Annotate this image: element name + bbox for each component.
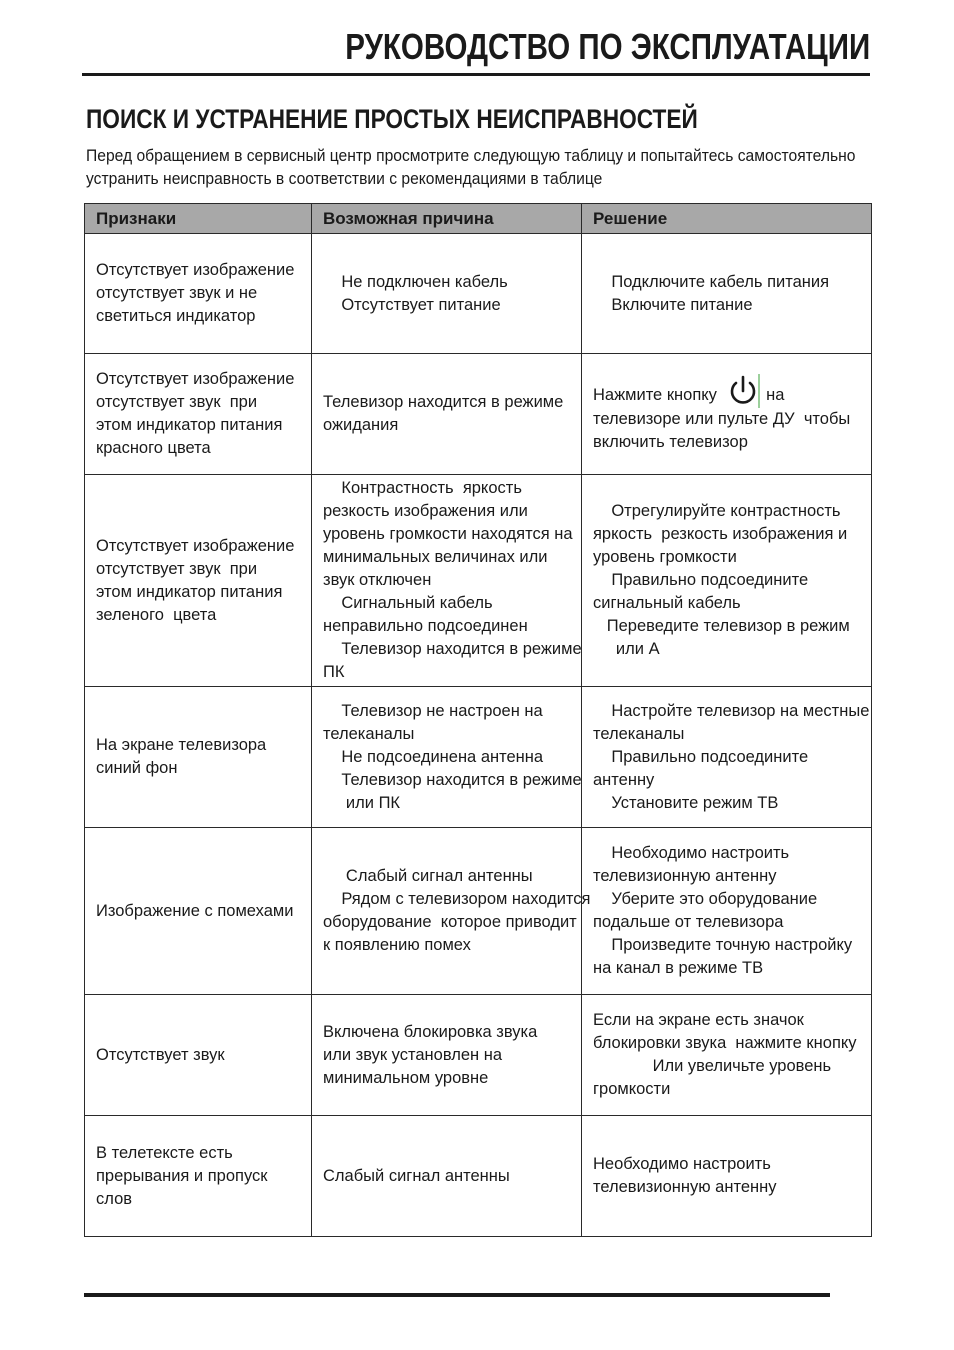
symptom-cell	[85, 1116, 312, 1237]
solution-cell	[582, 354, 872, 475]
section-title: ПОИСК И УСТРАНЕНИЕ ПРОСТЫХ НЕИСПРАВНОСТЕЙ	[86, 104, 698, 134]
cell-line: отсутствует звук при	[96, 393, 258, 411]
cell-line: Не подключен кабель	[323, 272, 508, 291]
cell-line: Или увеличьте уровень	[593, 1057, 832, 1075]
table-row	[85, 828, 872, 995]
power-icon	[726, 374, 760, 408]
column-header-solution: Решение	[582, 204, 872, 234]
cell-line: отсутствует звук и не	[96, 284, 258, 302]
solution-cell	[582, 687, 872, 828]
cell-line: на канал в режиме ТВ	[593, 959, 764, 977]
cell-line: ПК	[323, 663, 345, 681]
cell-line: Слабый сигнал антенны	[323, 867, 533, 885]
cell-line: телевизионную антенну	[593, 1178, 777, 1196]
cell-line: Если на экране есть значок	[593, 1011, 804, 1029]
cell-line: Произведите точную настройку	[593, 936, 853, 954]
cell-line: к появлению помех	[323, 936, 471, 954]
cause-cell	[312, 687, 582, 828]
cell-line: Не подсоединена антенна	[323, 747, 544, 766]
cell-line: светиться индикатор	[96, 307, 256, 325]
cell-line: прерывания и пропуск	[96, 1166, 268, 1185]
solution-cell	[582, 234, 872, 354]
solution-cell	[582, 1116, 872, 1237]
solution-text: Нажмите кнопку	[593, 386, 717, 404]
symptom-cell	[85, 828, 312, 995]
table-header-row	[85, 204, 872, 234]
cell-line: громкости	[593, 1080, 671, 1098]
cause-cell	[312, 1116, 582, 1237]
cell-line: Отсутствует изображение	[96, 261, 295, 279]
cell-line: Телевизор находится в режиме	[323, 640, 582, 658]
cell-line: Включена блокировка звука	[323, 1022, 538, 1041]
cell-line: этом индикатор питания	[96, 416, 283, 434]
cell-line: зеленого цвета	[96, 605, 217, 624]
cell-line: или ПК	[323, 793, 401, 812]
cause-cell	[312, 475, 582, 687]
cell-line: телевизионную антенну	[593, 867, 777, 885]
table-row	[85, 354, 872, 475]
column-header-cause: Возможная причина	[312, 204, 582, 234]
intro-line: устранить неисправность в соответствии с рекомендациями в таблице	[86, 169, 603, 188]
cell-line: сигнальный кабель	[593, 594, 741, 612]
cell-line: уровень громкости находятся на	[323, 525, 573, 543]
cell-line: или звук установлен на	[323, 1045, 502, 1064]
cell-line: Подключите кабель питания	[593, 272, 830, 291]
solution-cell	[582, 828, 872, 995]
table-row	[85, 475, 872, 687]
cell-line: Правильно подсоедините	[593, 747, 809, 766]
cell-line: Телевизор находится в режиме	[323, 393, 564, 411]
column-header-symptom: Признаки	[85, 204, 312, 234]
cell-line: На экране телевизора	[96, 736, 267, 754]
cell-line: минимальных величинах или	[323, 548, 548, 566]
cell-line: или А	[593, 640, 660, 658]
cell-line: яркость резкость изображения и	[593, 525, 848, 543]
symptom-cell	[85, 234, 312, 354]
cell-line: Телевизор не настроен на	[323, 701, 543, 720]
cell-line: Отсутствует изображение	[96, 536, 295, 555]
cell-line: Отсутствует изображение	[96, 370, 295, 388]
cell-line: Уберите это оборудование	[593, 890, 818, 908]
cause-cell	[312, 995, 582, 1116]
symptom-cell	[85, 354, 312, 475]
solution-cell	[582, 475, 872, 687]
troubleshooting-table	[84, 203, 872, 1237]
cell-line: В телетексте есть	[96, 1143, 233, 1162]
cell-line: Отсутствует звук	[96, 1045, 225, 1064]
cell-line: телеканалы	[323, 724, 415, 743]
cause-cell	[312, 234, 582, 354]
solution-text: на	[766, 386, 785, 404]
footer-divider	[84, 1293, 830, 1297]
symptom-cell	[85, 475, 312, 687]
cell-line: Правильно подсоедините	[593, 571, 809, 589]
cell-line: красного цвета	[96, 439, 211, 457]
cell-line: антенну	[593, 770, 655, 789]
intro-text	[86, 144, 856, 190]
table-row	[85, 995, 872, 1116]
table-row	[85, 687, 872, 828]
cell-line: этом индикатор питания	[96, 582, 283, 601]
cell-line: телевизоре или пульте ДУ чтобы	[593, 410, 851, 428]
cell-line: синий фон	[96, 759, 178, 777]
solution-text-block	[593, 408, 863, 454]
page-title: РУКОВОДСТВО ПО ЭКСПЛУАТАЦИИ	[345, 26, 870, 67]
cell-line: Слабый сигнал антенны	[323, 1166, 510, 1185]
cell-line: слов	[96, 1189, 133, 1208]
solution-cell	[582, 995, 872, 1116]
cell-line: Переведите телевизор в режим	[593, 617, 850, 635]
cell-line: отсутствует звук при	[96, 559, 258, 578]
cell-line: Необходимо настроить	[593, 1155, 771, 1173]
cell-line: Необходимо настроить	[593, 844, 790, 862]
cell-line: ожидания	[323, 416, 399, 434]
cell-line: оборудование которое приводит	[323, 913, 577, 931]
cell-line: Отрегулируйте контрастность	[593, 502, 841, 520]
cause-cell	[312, 354, 582, 475]
cell-line: резкость изображения или	[323, 502, 528, 520]
cell-line: Включите питание	[593, 295, 753, 314]
cell-line: звук отключен	[323, 571, 432, 589]
cell-line: подальше от телевизора	[593, 913, 784, 931]
cell-line: Установите режим ТВ	[593, 793, 779, 812]
cell-line: включить телевизор	[593, 433, 748, 451]
symptom-cell	[85, 995, 312, 1116]
cell-line: Телевизор находится в режиме	[323, 770, 582, 789]
cell-line: блокировки звука нажмите кнопку	[593, 1034, 857, 1052]
cell-line: Изображение с помехами	[96, 901, 294, 920]
cause-cell	[312, 828, 591, 995]
cell-line: Сигнальный кабель	[323, 594, 493, 612]
cell-line: Контрастность яркость	[323, 479, 522, 497]
cell-line: уровень громкости	[593, 548, 737, 566]
intro-line: Перед обращением в сервисный центр просмотрите следующую таблицу и попытайтесь самостоятельно	[86, 146, 856, 165]
table-row	[85, 234, 872, 354]
cell-line: неправильно подсоединен	[323, 617, 528, 635]
cell-line: Рядом с телевизором находится	[323, 890, 591, 908]
cell-line: Отсутствует питание	[323, 295, 501, 314]
header-divider	[82, 73, 870, 76]
cell-line: минимальном уровне	[323, 1068, 489, 1087]
cell-line: Настройте телевизор на местные	[593, 701, 870, 720]
cell-line: телеканалы	[593, 724, 685, 743]
table-row	[85, 1116, 872, 1237]
symptom-cell	[85, 687, 312, 828]
